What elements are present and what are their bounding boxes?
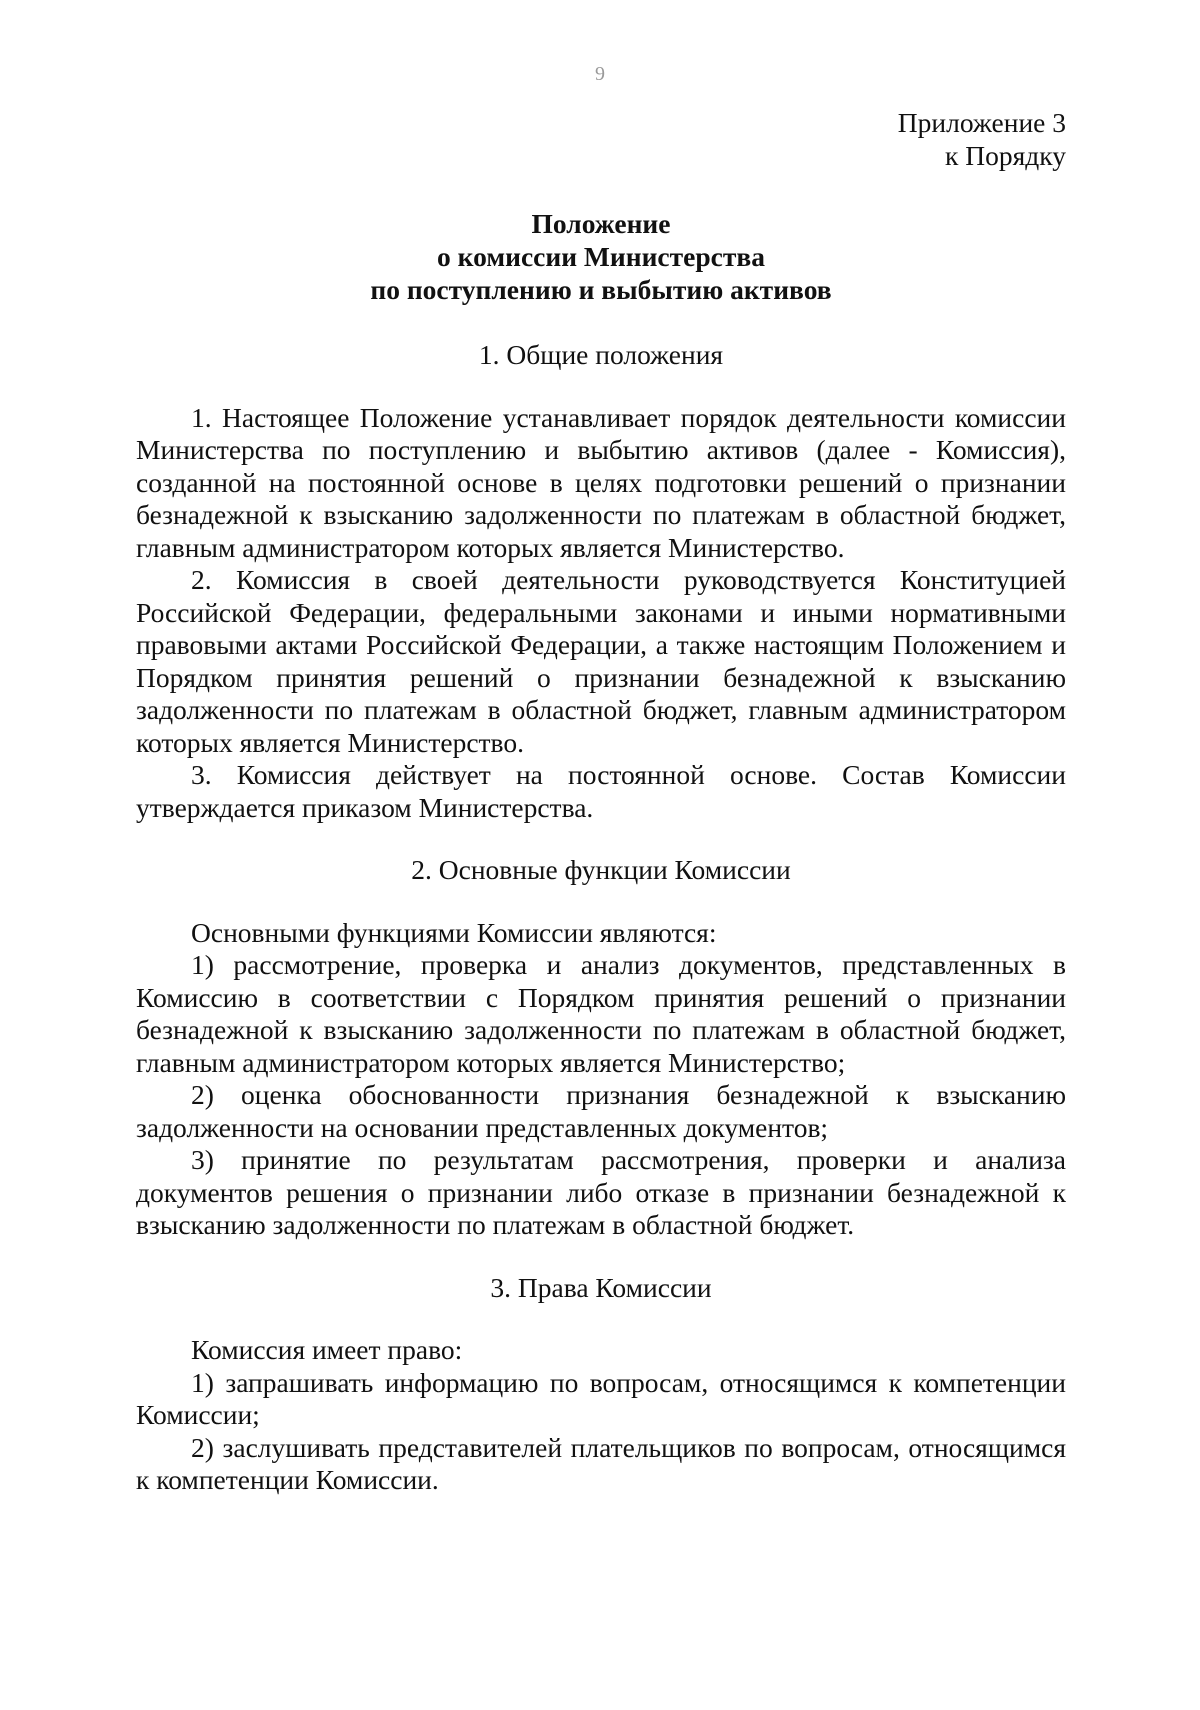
document-body [136, 339, 1066, 1497]
list-item: 2) оценка обоснованности признания безнадежной к взысканию задолженности на основании представленных документов; [136, 1079, 1066, 1143]
document-title [136, 207, 1066, 306]
list-item: 2) заслушивать представителей плательщиков по вопросам, относящимся к компетенции Комиссии. [136, 1431, 1066, 1495]
title-line-2: о комиссии Министерства [437, 241, 765, 272]
paragraph: Комиссия имеет право: [191, 1334, 463, 1365]
section-main-functions [136, 854, 1066, 1242]
page-number: 9 [595, 63, 605, 85]
section-heading: 3. Права Комиссии [490, 1271, 712, 1303]
list-item: 1) запрашивать информацию по вопросам, относящимся к компетенции Комиссии; [136, 1366, 1066, 1430]
section-commission-rights [136, 1272, 1066, 1497]
paragraph: 2. Комиссия в своей деятельности руководствуется Конституцией Российской Федерации, федеральными законами и иными нормативными правовыми актами Российской Федерации, а также настоящим Положением и Порядком принятия решений о признании безнадежной к взысканию задолженности по платежам в областной бюджет, главным администратором которых является Министерство. [136, 564, 1066, 758]
attachment-line-1: Приложение 3 [897, 107, 1066, 138]
list-item: 3) принятие по результатам рассмотрения, проверки и анализа документов решения о признании либо отказе в признании безнадежной к взысканию задолженности по платежам в областной бюджет. [136, 1144, 1066, 1240]
section-heading: 2. Основные функции Комиссии [411, 854, 791, 885]
attachment-note [898, 106, 1066, 172]
list-item: 1) рассмотрение, проверка и анализ документов, представленных в Комиссию в соответствии с Порядком принятия решений о признании безнадежной к взысканию задолженности по платежам в областной бюджет, главным администратором которых является Министерство; [136, 949, 1066, 1078]
section-heading: 1. Общие положения [478, 339, 724, 370]
title-line-1: Положение [531, 208, 671, 239]
section-general-provisions [136, 339, 1066, 824]
attachment-line-2: к Порядку [945, 140, 1066, 171]
paragraph: 3. Комиссия действует на постоянной основе. Состав Комиссии утверждается приказом Министерства. [136, 759, 1066, 823]
paragraph: 1. Настоящее Положение устанавливает порядок деятельности комиссии Министерства по поступлению и выбытию активов (далее - Комиссия), созданной на постоянной основе в целях подготовки решений о признании безнадежной к взысканию задолженности по платежам в областной бюджет, главным администратором которых является Министерство. [136, 401, 1066, 563]
paragraph: Основными функциями Комиссии являются: [191, 916, 717, 948]
title-line-3: по поступлению и выбытию активов [370, 274, 832, 305]
